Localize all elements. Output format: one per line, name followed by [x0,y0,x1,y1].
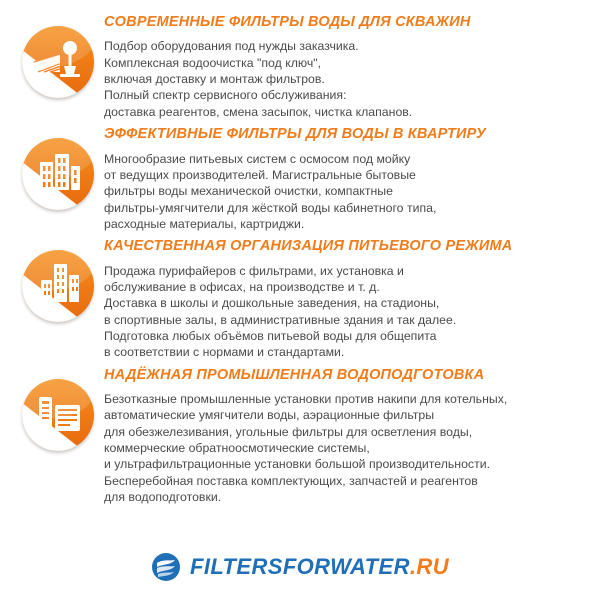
icon-column [12,126,104,210]
body-line: Комплексная водоочистка "под ключ", [104,55,322,70]
body-line: для водоподготовки. [104,490,222,505]
apartment-building-icon [22,138,94,210]
icon-column [12,238,104,322]
water-swirl-logo-icon [151,552,181,582]
section-heading: КАЧЕСТВЕННАЯ ОРГАНИЗАЦИЯ ПИТЬЕВОГО РЕЖИМА [104,238,513,255]
icon-column [12,367,104,451]
text-column [104,238,588,360]
body-line: фильтры-умягчители для жёсткой воды кабинетного типа, [104,200,437,215]
body-line: Подбор оборудования под нужды заказчика. [104,39,359,54]
body-line: расходные материалы, картриджи. [104,216,305,231]
section-body [104,151,580,233]
body-line: Продажа пурифайеров с фильтрами, их установка и [104,263,404,278]
section-body [104,263,580,361]
section-heading: СОВРЕМЕННЫЕ ФИЛЬТРЫ ВОДЫ ДЛЯ СКВАЖИН [104,14,471,30]
body-line: коммерческие обратноосмотические системы, [104,441,370,456]
section-heading: НАДЁЖНАЯ ПРОМЫШЛЕННАЯ ВОДОПОДГОТОВКА [104,366,485,383]
section-body [104,391,580,505]
section-wells [12,14,588,120]
body-line: Бесперебойная поставка комплектующих, запчастей и реагентов [104,473,478,488]
industrial-filter-icon [22,379,94,451]
body-line: доставка реагентов, смена засыпок, чистка клапанов. [104,104,413,119]
body-line: Подготовка любых объёмов питьевой воды для общепита [104,328,437,343]
brand-main: FILTERSFORWATER [190,554,410,579]
body-line: Доставка в школы и дошкольные заведения, на стадионы, [104,296,440,311]
office-towers-icon [22,250,94,322]
body-line: Безотказные промышленные установки против накипи для котельных, [104,392,508,407]
section-drinking-regime [12,238,588,360]
section-body [104,38,580,120]
section-heading: ЭФФЕКТИВНЫЕ ФИЛЬТРЫ ДЛЯ ВОДЫ В КВАРТИРУ [104,126,487,143]
body-line: обслуживание в офисах, на производстве и т. д. [104,279,380,294]
body-line: Многообразие питьевых систем с осмосом под мойку [104,151,411,166]
text-column [104,367,588,506]
text-column [104,14,588,120]
brand-wordmark [190,554,449,580]
body-line: в спортивные залы, в административные здания и так далее. [104,312,457,327]
section-apartment [12,126,588,232]
body-line: и ультрафильтрационные установки большой производительности. [104,457,490,472]
body-line: включая доставку и монтаж фильтров. [104,72,325,87]
body-line: в соответствии с нормами и стандартами. [104,345,345,360]
body-line: фильтры воды механической очистки, компактные [104,184,393,199]
footer-logo[interactable] [0,552,600,582]
well-field-icon [22,26,94,98]
body-line: Полный спектр сервисного обслуживания: [104,88,347,103]
section-industrial [12,367,588,506]
icon-column [12,14,104,98]
text-column [104,126,588,232]
body-line: автоматические умягчители воды, аэрационные фильтры [104,408,435,423]
brand-suffix: .RU [409,554,449,579]
body-line: от ведущих производителей. Магистральные бытовые [104,167,416,182]
body-line: для обезжелезивания, угольные фильтры для осветления воды, [104,424,473,439]
